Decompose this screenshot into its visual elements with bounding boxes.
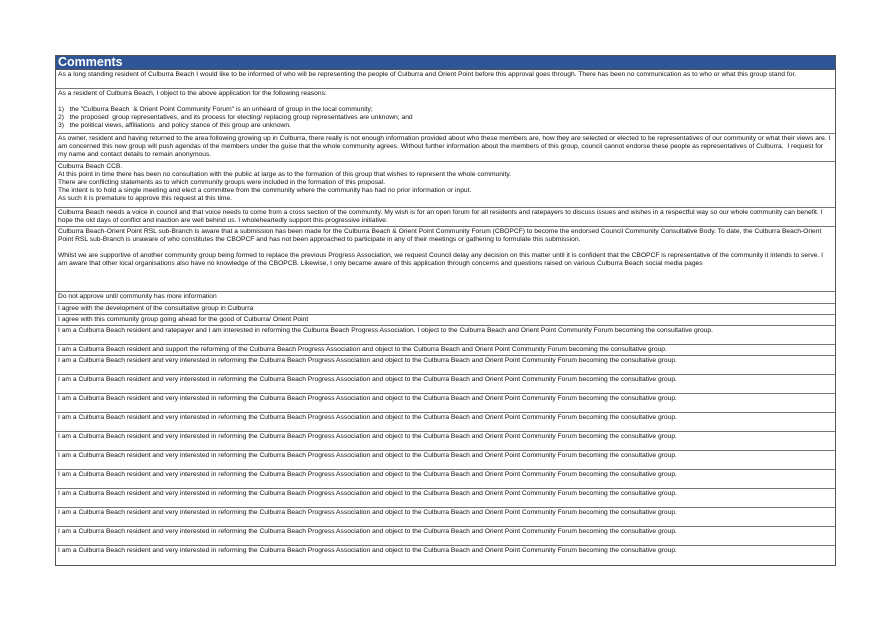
comment-row (56, 345, 835, 356)
comment-row (56, 70, 835, 89)
comment-row (56, 527, 835, 546)
comment-row (56, 546, 835, 565)
comment-text: I am a Culburra Beach resident and very interested in reforming the Culburra Beach Progress Association and object to the Culburra Beach and Orient Point Community Forum becoming the consultative group. (58, 433, 677, 440)
comment-row (56, 375, 835, 394)
comment-row (56, 394, 835, 413)
comment-text: I am a Culburra Beach resident and very interested in reforming the Culburra Beach Progress Association and object to the Culburra Beach and Orient Point Community Forum becoming the consultative group. (58, 376, 677, 383)
comment-row (56, 134, 835, 162)
comment-row (56, 208, 835, 227)
comment-text: I am a Culburra Beach resident and very interested in reforming the Culburra Beach Progress Association and object to the Culburra Beach and Orient Point Community Forum becoming the consultative group. (58, 528, 677, 535)
comment-row (56, 292, 835, 304)
comment-text: I am a Culburra Beach resident and support the reforming of the Culburra Beach Progress Association and object to the Culburra Beach and Orient Point Community Forum becoming the consultative group. (58, 346, 667, 353)
comment-text: Culburra Beach needs a voice in council and that voice needs to come from a cross section of the community. My wish is for an open forum for all residents and ratepayers to discuss issues and wishes in a respectful way so our whole community can benefit. I hope the old days of conflict and inaction are well behind us. I wholeheartedly support this progressive initiative. (58, 209, 825, 224)
comment-row (56, 413, 835, 432)
comment-text: As owner, resident and having returned to the area following growing up in Culburra, there really is not enough information provided about who these members are, how they are selected or elected to be representatives of our community or what their views are. I am concerned this new group will push agendas of the members under the guise that the whole community agrees. Without further information about the members of this group, council cannot endorse these people as representatives of Culburra. I request for my name and contact details to remain anonymous. (58, 135, 833, 158)
comment-text: I am a Culburra Beach resident and very interested in reforming the Culburra Beach Progress Association and object to the Culburra Beach and Orient Point Community Forum becoming the consultative group. (58, 490, 677, 497)
comment-text: As a long standing resident of Culburra Beach I would like to be informed of who will be representing the people of Culburra and Orient Point before this approval goes through. There has been no communication as to who or what this group stand for. (58, 71, 797, 78)
comments-table (55, 55, 836, 566)
comment-text: I agree with the development of the consultative group in Culburra (58, 305, 254, 312)
comment-row (56, 315, 835, 326)
comment-text: I am a Culburra Beach resident and very interested in reforming the Culburra Beach Progress Association and object to the Culburra Beach and Orient Point Community Forum becoming the consultative group. (58, 414, 677, 421)
comment-text: As such it is premature to approve this request at this time. (58, 195, 232, 202)
comment-row (56, 89, 835, 134)
blank-line (58, 98, 833, 106)
comment-row (56, 451, 835, 470)
comment-row (56, 326, 835, 345)
comment-row (56, 508, 835, 527)
comment-text: Culburra Beach CCB. (58, 163, 123, 170)
comment-row (56, 304, 835, 315)
comment-text: I am a Culburra Beach resident and very interested in reforming the Culburra Beach Progress Association and object to the Culburra Beach and Orient Point Community Forum becoming the consultative group. (58, 509, 677, 516)
comment-text: At this point in time there has been no consultation with the public at large as to the formation of this group that wishes to represent the whole community. (58, 171, 512, 178)
comment-row (56, 432, 835, 451)
comment-text: I am a Culburra Beach resident and very interested in reforming the Culburra Beach Progress Association and object to the Culburra Beach and Orient Point Community Forum becoming the consultative group. (58, 452, 677, 459)
comment-row (56, 470, 835, 489)
comment-text: I am a Culburra Beach resident and very interested in reforming the Culburra Beach Progress Association and object to the Culburra Beach and Orient Point Community Forum becoming the consultative group. (58, 357, 677, 364)
comment-text: I am a Culburra Beach resident and very interested in reforming the Culburra Beach Progress Association and object to the Culburra Beach and Orient Point Community Forum becoming the consultative group. (58, 547, 677, 554)
comment-text: 1) the "Culburra Beach & Orient Point Community Forum" is an unheard of group in the local community; (58, 106, 373, 113)
comment-text: I am a Culburra Beach resident and very interested in reforming the Culburra Beach Progress Association and object to the Culburra Beach and Orient Point Community Forum becoming the consultative group. (58, 471, 677, 478)
comment-text: Culburra Beach-Orient Point RSL sub-Branch is aware that a submission has been made for the Culburra Beach & Orient Point Community Forum (CBOPCF) to become the endorsed Council Community Consultative Body. To date, the Culburra Beach-Orient Point RSL sub-Branch is unaware of who constitutes the CBOPCF and has not been approached to participate in any of their meetings or gathering to formulate this submission. (58, 228, 824, 243)
comment-text: Whilst we are supportive of another community group being formed to replace the previous Progress Association, we request Council delay any decision on this matter until it is confident that the CBOPCF is representative of the community it intends to serve. I am aware that other local organisations also have no knowledge of the CBOPCB. Likewise, I only became aware of this application through concerns and questions raised on various Culburra Beach social media pages (58, 252, 825, 267)
comment-text: As a resident of Culburra Beach, I object to the above application for the following reasons: (58, 90, 327, 97)
comment-text: I agree with this community group going ahead for the good of Culburra/ Orient Point (58, 316, 309, 323)
comment-text: I am a Culburra Beach resident and ratepayer and I am interested in reforming the Culburra Beach Progress Association. I object to the Culburra Beach and Orient Point Community Forum becoming the consultative group. (58, 327, 713, 334)
comment-text: 2) the proposed group representatives, and its process for electing/ replacing group representatives are unknown; and (58, 114, 413, 121)
comment-row (56, 356, 835, 375)
comment-text: 3) the political views, affiliations and policy stance of this group are unknown. (58, 122, 291, 129)
blank-line (58, 244, 833, 252)
comment-text: I am a Culburra Beach resident and very interested in reforming the Culburra Beach Progress Association and object to the Culburra Beach and Orient Point Community Forum becoming the consultative group. (58, 395, 677, 402)
comment-row (56, 489, 835, 508)
comments-rows (56, 70, 835, 565)
comment-text: There are conflicting statements as to which community groups were included in the formation of this proposal. (58, 179, 386, 186)
comment-row (56, 227, 835, 292)
comment-row (56, 162, 835, 208)
comments-header: Comments (56, 56, 835, 70)
comment-text: Do not approve until community has more information (58, 293, 217, 300)
comment-text: The intent is to hold a single meeting and elect a committee from the community where the community has had no prior information or input. (58, 187, 472, 194)
